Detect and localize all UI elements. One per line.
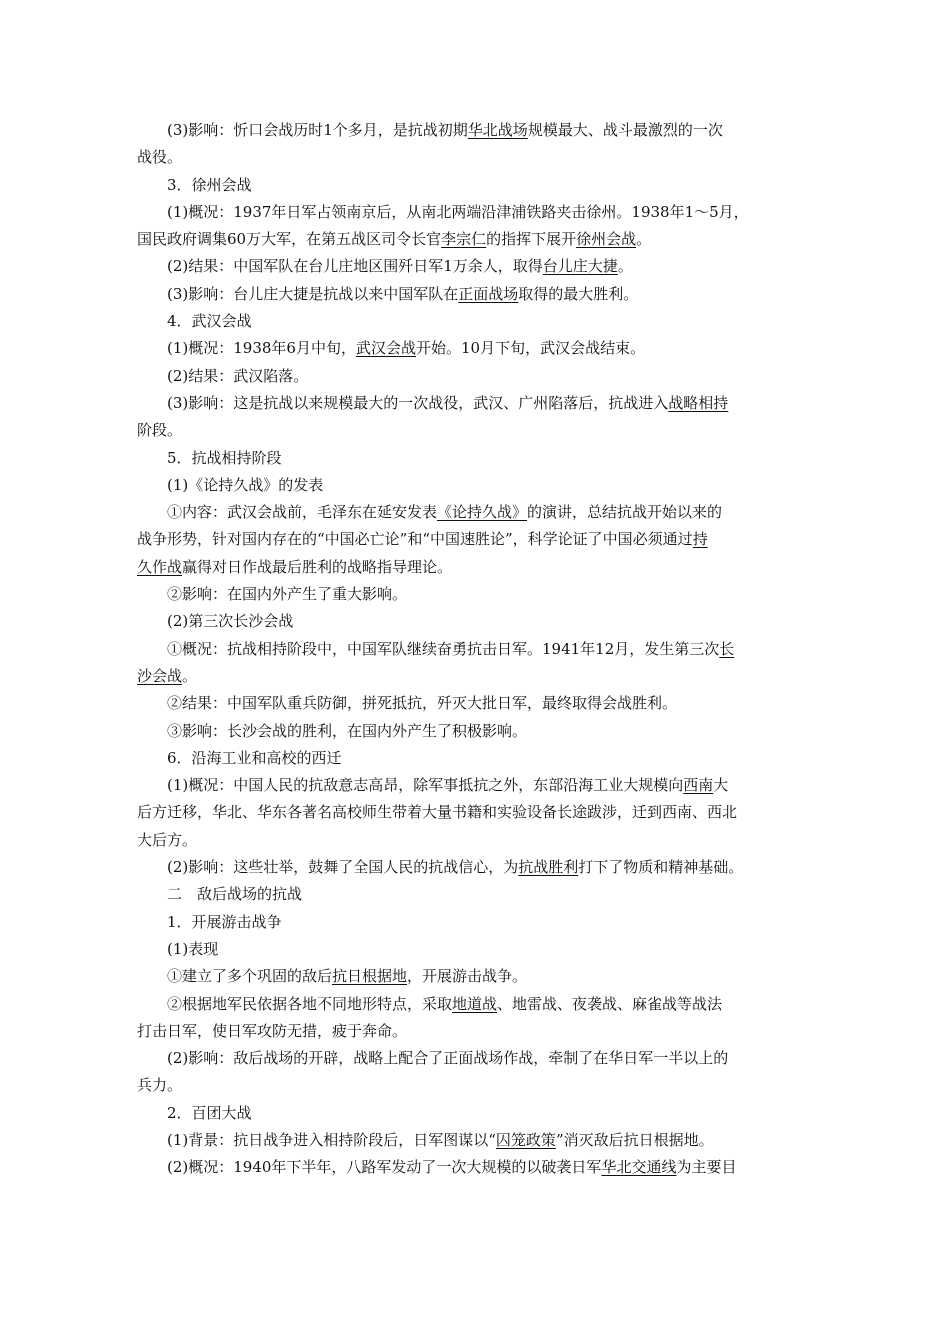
- text-segment: 的指挥下展开: [486, 230, 577, 249]
- text-line: [137, 799, 817, 826]
- text-segment: (2)概况：1940年下半年，八路军发动了一次大规模的以破袭日军: [167, 1158, 602, 1177]
- text-line: [137, 936, 817, 963]
- text-segment: ①建立了多个巩固的敌后: [167, 967, 333, 986]
- text-segment: 2．百团大战: [167, 1103, 252, 1122]
- text-line: [137, 445, 817, 472]
- underlined-keyword: 沙会战: [137, 666, 183, 685]
- text-line: [137, 963, 817, 990]
- text-segment: (1)概况：中国人民的抗敌意志高昂，除军事抵抗之外，东部沿海工业大规模向: [167, 776, 684, 795]
- text-segment: ①概况：抗战相持阶段中，中国军队继续奋勇抗击日军。1941年12月，发生第三次: [167, 639, 720, 658]
- text-segment: (2)结果：武汉陷落。: [167, 366, 309, 385]
- underlined-keyword: 徐州会战: [576, 230, 637, 249]
- text-segment: 阶段。: [137, 421, 183, 440]
- text-segment: ，开展游击战争。: [407, 967, 528, 986]
- text-line: [137, 253, 817, 280]
- text-line: [137, 390, 817, 417]
- underlined-keyword: 《论持久战》: [437, 503, 528, 522]
- text-segment: 3．徐州会战: [167, 175, 252, 194]
- text-segment: 二 敌后战场的抗战: [167, 885, 303, 904]
- text-segment: 国民政府调集60万大军，在第五战区司令长官: [137, 230, 442, 249]
- text-line: [137, 690, 817, 717]
- text-segment: 取得的最大胜利。: [518, 284, 639, 303]
- text-segment: ”消灭敌后抗日根据地。: [555, 1130, 714, 1149]
- text-segment: (2)影响：敌后战场的开辟，战略上配合了正面战场作战，牵制了在华日军一半以上的: [167, 1049, 729, 1068]
- text-segment: (1)概况：1938年6月中旬，: [167, 339, 356, 358]
- document-page: [137, 117, 817, 1182]
- text-line: [137, 663, 817, 690]
- underlined-keyword: 持: [692, 530, 708, 549]
- text-segment: ②根据地军民依据各地不同地形特点，采取: [167, 994, 453, 1013]
- text-line: [137, 636, 817, 663]
- text-line: [137, 581, 817, 608]
- text-segment: 后方迁移，华北、华东各著名高校师生带着大量书籍和实验设备长途跋涉，迁到西南、西北: [137, 803, 738, 822]
- text-line: [137, 1154, 817, 1181]
- text-line: [137, 827, 817, 854]
- underlined-keyword: 华北交通线: [601, 1158, 677, 1177]
- text-line: [137, 1072, 817, 1099]
- text-segment: 打下了物质和精神基础。: [578, 858, 744, 877]
- text-segment: 4．武汉会战: [167, 312, 252, 331]
- underlined-keyword: 战略相持: [668, 393, 729, 412]
- text-segment: 规模最大、战斗最激烈的一次: [527, 121, 723, 139]
- text-segment: (2)结果：中国军队在台儿庄地区围歼日军1万余人，取得: [167, 257, 543, 276]
- text-segment: 5．抗战相持阶段: [167, 448, 282, 467]
- text-line: [137, 308, 817, 335]
- underlined-keyword: 囚笼政策: [495, 1130, 556, 1149]
- underlined-keyword: 李宗仁: [441, 230, 487, 249]
- underlined-keyword: 抗日根据地: [332, 967, 408, 986]
- text-line: [137, 854, 817, 881]
- text-segment: (1)《论持久战》的发表: [167, 475, 324, 494]
- text-segment: 为主要目: [676, 1158, 737, 1177]
- text-line: [137, 554, 817, 581]
- text-segment: ③影响：长沙会战的胜利，在国内外产生了积极影响。: [167, 721, 528, 740]
- text-segment: (1)概况：1937年日军占领南京后，从南北两端沿津浦铁路夹击徐州。1938年1～5月，: [167, 202, 749, 221]
- text-line: [137, 199, 817, 226]
- text-line: [137, 172, 817, 199]
- text-line: [137, 1045, 817, 1072]
- text-segment: 战争形势，针对国内存在的“中国必亡论”和“中国速胜论”，科学论证了中国必须通过: [137, 530, 693, 549]
- text-line: [137, 881, 817, 908]
- text-line: [137, 417, 817, 444]
- text-segment: (2)影响：这些壮举，鼓舞了全国人民的抗战信心，为: [167, 858, 519, 877]
- text-segment: (3)影响：台儿庄大捷是抗战以来中国军队在: [167, 284, 459, 303]
- text-line: [137, 1018, 817, 1045]
- text-line: [137, 226, 817, 253]
- text-segment: (1)背景：抗日战争进入相持阶段后，日军图谋以“: [167, 1130, 496, 1149]
- text-segment: (2)第三次长沙会战: [167, 612, 294, 631]
- underlined-keyword: 正面战场: [458, 284, 519, 303]
- text-segment: 、地雷战、夜袭战、麻雀战等战法: [497, 994, 723, 1013]
- text-line: [137, 608, 817, 635]
- text-segment: 1．开展游击战争: [167, 912, 282, 931]
- text-line: [137, 363, 817, 390]
- underlined-keyword: 地道战: [452, 994, 498, 1013]
- text-segment: 打击日军，使日军攻防无措，疲于奔命。: [137, 1021, 408, 1040]
- text-line: [137, 1100, 817, 1127]
- text-line: [137, 499, 817, 526]
- text-line: [137, 281, 817, 308]
- text-line: [137, 526, 817, 553]
- text-segment: 战役。: [137, 148, 183, 167]
- text-segment: 大后方。: [137, 830, 198, 849]
- text-line: [137, 144, 817, 171]
- text-segment: ②影响：在国内外产生了重大影响。: [167, 585, 408, 604]
- text-segment: ②结果：中国军队重兵防御，拼死抵抗，歼灭大批日军，最终取得会战胜利。: [167, 694, 678, 713]
- underlined-keyword: 西南: [683, 776, 714, 795]
- text-segment: (3)影响：忻口会战历时1个多月，是抗战初期: [167, 121, 468, 139]
- text-line: [137, 909, 817, 936]
- text-segment: 兵力。: [137, 1076, 183, 1095]
- text-segment: 。: [636, 230, 652, 249]
- text-line: [137, 991, 817, 1018]
- text-segment: 赢得对日作战最后胜利的战略指导理论。: [182, 557, 453, 576]
- text-line: [137, 117, 817, 144]
- text-segment: (1)表现: [167, 939, 219, 958]
- text-line: [137, 718, 817, 745]
- underlined-keyword: 武汉会战: [355, 339, 416, 358]
- underlined-keyword: 长: [719, 639, 735, 658]
- text-line: [137, 745, 817, 772]
- text-segment: 。: [182, 666, 198, 685]
- text-segment: 。: [617, 257, 633, 276]
- underlined-keyword: 久作战: [137, 557, 183, 576]
- text-line: [137, 772, 817, 799]
- text-segment: (3)影响：这是抗战以来规模最大的一次战役，武汉、广州陷落后，抗战进入: [167, 393, 669, 412]
- text-line: [137, 1127, 817, 1154]
- underlined-keyword: 华北战场: [467, 121, 528, 139]
- underlined-keyword: 抗战胜利: [518, 858, 579, 877]
- text-line: [137, 472, 817, 499]
- text-segment: 大: [713, 776, 729, 795]
- text-segment: ①内容：武汉会战前，毛泽东在延安发表: [167, 503, 438, 522]
- text-line: [137, 335, 817, 362]
- text-segment: 的演讲，总结抗战开始以来的: [527, 503, 723, 522]
- underlined-keyword: 台儿庄大捷: [542, 257, 618, 276]
- text-segment: 开始。10月下旬，武汉会战结束。: [415, 339, 646, 358]
- text-segment: 6．沿海工业和高校的西迁: [167, 748, 342, 767]
